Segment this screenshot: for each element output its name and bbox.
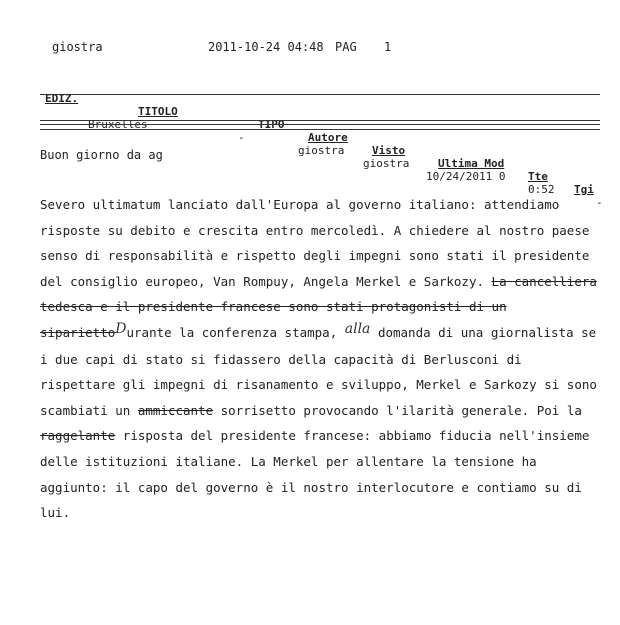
record-autore: giostra: [298, 144, 345, 157]
header-pag-label: PAG: [335, 40, 357, 54]
col-ultima-mod: Ultima Mod: [438, 157, 505, 170]
header-user: giostra: [52, 40, 103, 54]
story-body: [40, 192, 600, 526]
col-tipo: TIPO: [258, 118, 285, 131]
struck-text-ammiccante: ammiccante: [137, 402, 214, 418]
record-titolo: Bruxelles: [88, 118, 148, 131]
record-tte: 0:52: [528, 183, 555, 196]
story-p1: Severo ultimatum lanciato dall'Europa al governo italiano: attendiamo risposte su debito e crescita entro mercoledì. A chiedere al nostro paese senso di responsabilità e rispetto degli impegni sono stati il presidente del consiglio europeo, Van Rompuy, Angela Merkel e Sarkozy.: [40, 197, 590, 289]
col-ediz: EDIZ.: [45, 92, 79, 105]
col-titolo: TITOLO: [138, 105, 178, 118]
header-underline: [40, 94, 600, 95]
record-visto: giostra: [363, 157, 410, 170]
story-p3: domanda di una giornalista se i due capi di stato si fidassero della capacità di Berlusconi di rispettare gli impegni di risanamento e sviluppo, Merkel e Sarkozy si sono scambiati un: [40, 324, 597, 418]
header-datetime: 2011-10-24 04:48: [208, 40, 324, 54]
struck-text-raggelante: raggelante: [40, 428, 116, 444]
col-visto: Visto: [372, 144, 406, 157]
story-p5: risposta del presidente francese: abbiamo fiducia nell'insieme delle istituzioni italiane. La Merkel per allentare la tensione ha aggiunto: il capo del governo è il nostro interlocutore e contiamo su di lui.: [40, 428, 590, 521]
handwritten-alla: alla: [344, 320, 371, 337]
header-pag-number: 1: [384, 40, 392, 54]
story-p4: sorrisetto provocando l'ilarità generale. Poi la: [220, 402, 582, 418]
record-underline: [40, 120, 600, 121]
greeting: Buon giorno da ag: [40, 148, 163, 162]
col-tte: Tte: [528, 170, 548, 183]
record-tgi: -: [596, 196, 603, 209]
col-autore: Autore: [308, 131, 348, 144]
story-p2: urante la conferenza stampa,: [126, 324, 338, 340]
handwritten-d: D: [115, 320, 127, 337]
double-rule: [40, 124, 600, 130]
struck-text-siparietto: La cancelliera tedesca e il presidente francese sono stati protagonisti di un siparietto: [40, 273, 597, 340]
record-tipo: -: [238, 131, 245, 144]
record-ultima-mod: 10/24/2011 0: [426, 170, 506, 183]
col-tgi: Tgi: [574, 183, 594, 196]
